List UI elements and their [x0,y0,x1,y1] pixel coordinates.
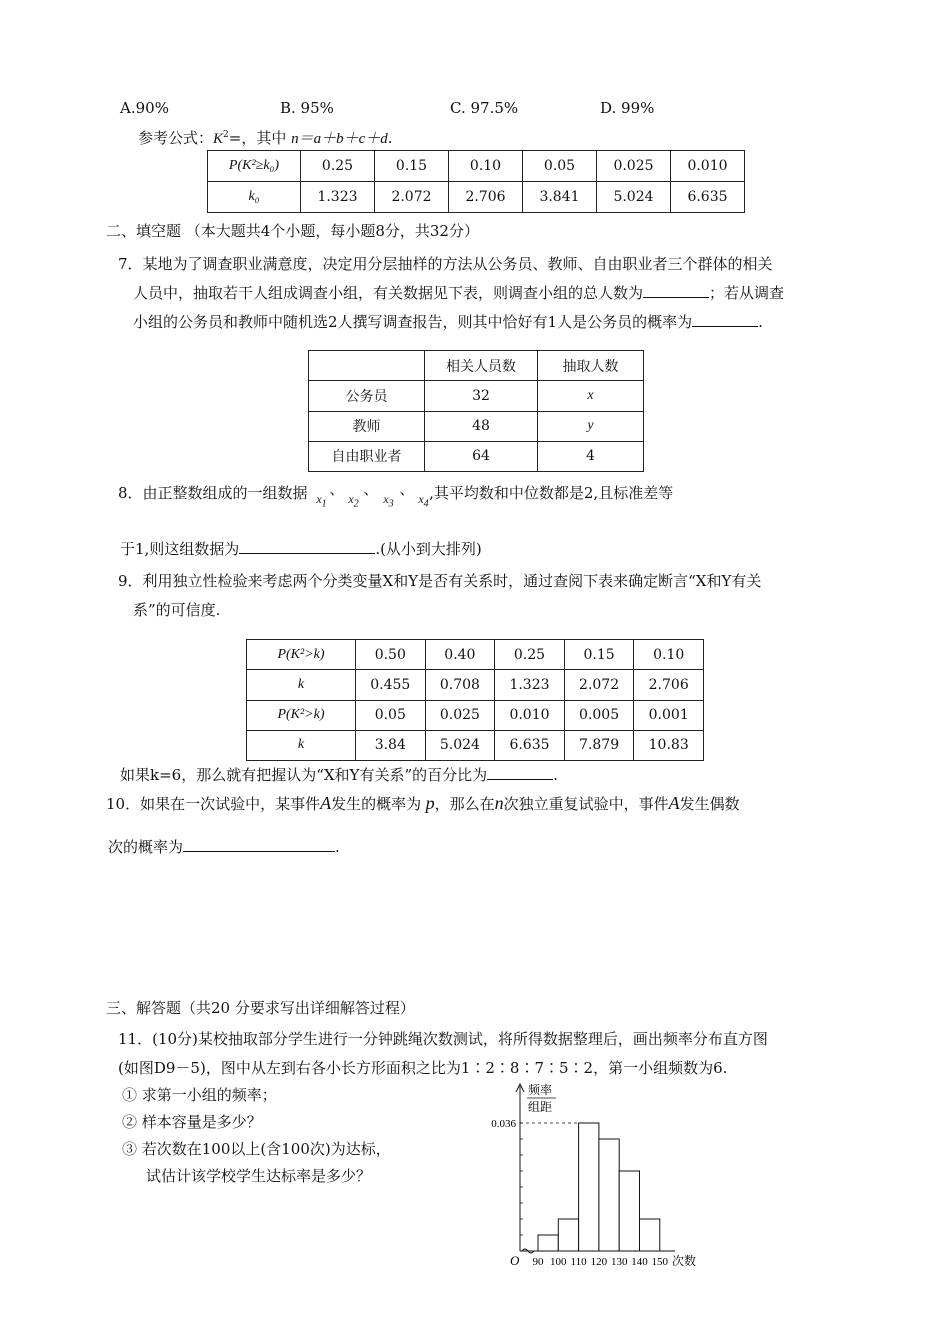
table2-header: 相关人员数 [425,351,538,381]
table1-cell: 0.010 [671,151,745,182]
table3-cell: 0.010 [495,700,565,730]
q8-text: ,其平均数和中位数都是2,且标准差等 [429,484,674,502]
table2-cell: 32 [425,381,538,411]
q10-text: . [335,838,340,856]
histogram-bar [579,1123,599,1251]
table2-cell: 4 [538,441,644,471]
table2-cell: 公务员 [309,381,425,411]
q11-item-3: ③ 若次数在100以上(含100次)为达标， [122,1140,391,1158]
section-2-heading: 二、填空题 （本大题共4个小题，每小题8分，共32分） [106,222,479,240]
q10-text: 10．如果在一次试验中，某事件 [106,795,321,813]
option-a: A.90% [120,99,169,117]
separator: 、 [363,480,379,498]
table2-cell: 自由职业者 [309,441,425,471]
q8-variables [312,478,429,510]
histogram-bar [558,1219,578,1251]
q10-text: ，那么在 [434,795,495,813]
y-label-bottom: 组距 [528,1100,553,1114]
x-tick-label: 110 [570,1256,587,1268]
trials-n: n [494,793,504,813]
answer-blank [487,765,553,780]
kk-table [207,150,745,213]
table1-cell: P(K²≥k₀) [208,151,301,182]
q10-text: 发生偶数 [679,795,740,813]
formula-k: K [213,131,224,147]
formula-prefix: 参考公式： [138,129,214,147]
table3-cell: 0.05 [356,700,426,730]
table3-cell: 2.706 [634,670,704,700]
q8-text: 8．由正整数组成的一组数据 [118,484,308,502]
option-c: C. 97.5% [450,99,519,117]
table3-cell: 1.323 [495,670,565,700]
table3-cell: 0.025 [425,700,495,730]
histogram-bar [538,1235,558,1251]
var-x1: $x_1$ [316,492,327,510]
q11-line1: 11．(10分)某校抽取部分学生进行一分钟跳绳次数测试，将所得数据整理后，画出频率分布直方图 [118,1030,768,1048]
q8-line1 [118,478,674,510]
table2-cell: y [538,411,644,441]
q7-line3 [133,311,763,332]
formula-line [138,127,393,148]
x-axis-label: 次数 [672,1254,697,1268]
table3-cell: k [247,730,356,760]
histogram-bar [640,1219,660,1251]
var-x2: $x_2$ [348,492,359,510]
table1-cell: k₀ [208,182,301,213]
critical-value-table [246,639,704,761]
var-x3: $x_3$ [383,492,394,510]
histogram-bar [599,1139,619,1251]
table1-cell: 2.072 [375,182,449,213]
table3-cell: 0.50 [356,640,426,670]
table1-cell: 1.323 [301,182,375,213]
table3-cell: 0.708 [425,670,495,700]
table1-cell: 5.024 [597,182,671,213]
event-a: A [668,793,680,813]
table2-cell: 64 [425,441,538,471]
q10-text: 发生的概率为 [331,795,422,813]
answer-blank [643,283,709,298]
var-x4: $x_4$ [418,492,429,510]
table2-cell: 48 [425,411,538,441]
table2-cell: x [538,381,644,411]
table3-cell: 7.879 [564,730,634,760]
option-d: D. 99% [600,99,655,117]
x-tick-label: 90 [532,1256,544,1268]
table1-cell: 0.05 [523,151,597,182]
answer-blank [692,312,758,327]
q8-line2 [120,538,482,559]
event-a: A [320,793,332,813]
table3-cell: 0.15 [564,640,634,670]
formula-eq: =，其中 [228,129,287,147]
table1-cell: 0.15 [375,151,449,182]
option-b: B. 95% [280,99,334,117]
q9-question [120,764,558,785]
q11-item-4: 试估计该学校学生达标率是多少？ [146,1167,372,1185]
q10-line1 [106,793,740,814]
x-tick-label: 120 [590,1256,608,1268]
separator: 、 [329,480,345,498]
x-tick-label: 150 [651,1256,669,1268]
q7-text: 人员中，抽取若干人组成调查小组，有关数据见下表，则调查小组的总人数为 [133,284,644,302]
answer-blank [239,539,375,554]
table1-cell: 0.25 [301,151,375,182]
q9-line1: 9．利用独立性检验来考虑两个分类变量X和Y是否有关系时，通过查阅下表来确定断言“X和Y有关 [118,572,762,590]
x-tick-label: 130 [610,1256,628,1268]
table2-header [309,351,425,381]
origin-label: O [510,1253,520,1268]
y-tick-label: 0.036 [491,1118,516,1130]
q11-item-2: ② 样本容量是多少？ [122,1113,262,1131]
formula-square: 2 [223,130,229,140]
table1-cell: 2.706 [449,182,523,213]
survey-table [308,350,644,472]
q7-line2 [133,282,784,303]
frequency-histogram [470,1078,710,1274]
x-tick-label: 100 [550,1256,567,1268]
q7-text: 小组的公务员和教师中随机选2人撰写调查报告，则其中恰好有1人是公务员的概率为 [133,313,693,331]
answer-blank [183,837,335,852]
table3-cell: 0.001 [634,700,704,730]
table3-cell: 10.83 [634,730,704,760]
q7-text: . [758,313,763,331]
table1-cell: 0.025 [597,151,671,182]
q10-text: 次独立重复试验中，事件 [503,795,669,813]
histogram-bar [619,1171,639,1251]
section-3-heading: 三、解答题（共20 分要求写出详细解答过程） [106,999,415,1017]
table3-cell: k [247,670,356,700]
table1-cell: 0.10 [449,151,523,182]
table2-cell: 教师 [309,411,425,441]
table2-header: 抽取人数 [538,351,644,381]
table3-cell: 6.635 [495,730,565,760]
table3-cell: P(K²>k) [247,640,356,670]
q10-text: 次的概率为 [108,838,184,856]
q9-line2: 系”的可信度. [133,601,221,619]
table3-cell: 0.10 [634,640,704,670]
table3-cell: 0.455 [356,670,426,700]
formula-dot: . [387,129,393,147]
y-label-top: 频率 [528,1083,553,1097]
q7-text: ；若从调查 [709,284,785,302]
q8-text: .(从小到大排列) [375,540,482,558]
table3-cell: 3.84 [356,730,426,760]
table3-cell: P(K²>k) [247,700,356,730]
q10-line2 [108,836,340,857]
table3-cell: 0.005 [564,700,634,730]
table3-cell: 0.40 [425,640,495,670]
table3-cell: 0.25 [495,640,565,670]
q9-text: . [553,766,558,784]
formula-n: n＝a＋b＋c＋d [291,131,388,147]
table3-cell: 5.024 [425,730,495,760]
q7-line1: 7．某地为了调查职业满意度，决定用分层抽样的方法从公务员、教师、自由职业者三个群体的相关 [118,255,773,273]
table1-cell: 6.635 [671,182,745,213]
x-tick-label: 140 [631,1256,648,1268]
table3-cell: 2.072 [564,670,634,700]
separator: 、 [399,480,415,498]
q11-item-1: ① 求第一小组的频率； [122,1086,277,1104]
q11-line2: (如图D9－5)，图中从左到右各小长方形面积之比为1∶2∶8∶7∶5∶2，第一小组频数为6. [118,1059,728,1077]
q9-text: 如果k=6，那么就有把握认为“X和Y有关系”的百分比为 [120,766,488,784]
q8-text: 于1,则这组数据为 [120,540,240,558]
prob-p: p [425,793,435,813]
table1-cell: 3.841 [523,182,597,213]
